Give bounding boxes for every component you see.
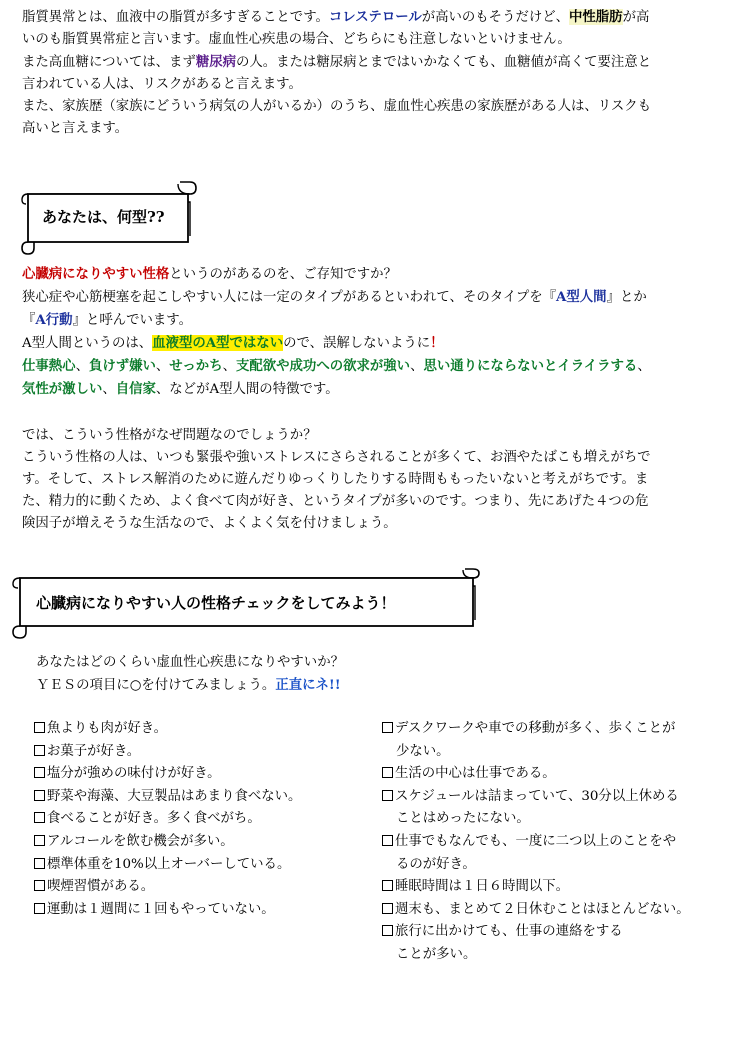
text: の人。または糖尿病とまではいかなくても、血糖値が高くて要注意と bbox=[235, 55, 652, 70]
checkbox-icon[interactable] bbox=[34, 835, 45, 846]
checklist-item[interactable] bbox=[382, 899, 690, 922]
checkbox-icon[interactable] bbox=[34, 812, 45, 823]
text: 、 bbox=[410, 359, 424, 374]
checklist-label: 旅行に出かけても、仕事の連絡をする bbox=[395, 924, 623, 940]
checkbox-icon[interactable] bbox=[34, 903, 45, 914]
problem-line: 険因子が増えそうな生活なので、よくよく気を付けましょう。 bbox=[22, 516, 397, 531]
trait: せっかち bbox=[169, 358, 223, 374]
checklist-item[interactable] bbox=[34, 786, 301, 809]
scroll-banner-check bbox=[8, 568, 483, 640]
highlight-heart-disease-personality: 心臓病になりやすい性格 bbox=[22, 266, 170, 282]
trait: 仕事熱心 bbox=[22, 358, 76, 374]
checkbox-icon[interactable] bbox=[34, 880, 45, 891]
text: ので、誤解しないように bbox=[283, 336, 431, 351]
intro-line: 高いと言えます。 bbox=[22, 121, 129, 136]
highlight-diabetes: 糖尿病 bbox=[195, 54, 236, 70]
problem-line: では、こういう性格がなぜ問題なのでしょうか？ bbox=[22, 428, 317, 443]
checklist-label: アルコールを飲む機会が多い。 bbox=[47, 833, 234, 849]
exclamation-mark: ！ bbox=[430, 335, 444, 351]
type-a-traits-line bbox=[22, 378, 730, 401]
checklist-left bbox=[34, 718, 301, 921]
checkbox-icon[interactable] bbox=[382, 880, 393, 891]
checklist-item[interactable] bbox=[34, 808, 301, 831]
text: 、 bbox=[155, 359, 170, 374]
problem-line: こういう性格の人は、いつも緊張や強いストレスにさらされることが多くて、お酒やたばこも増えがちで bbox=[22, 450, 651, 465]
checklist-label: スケジュールは詰まっていて、30分以上休める bbox=[395, 788, 679, 804]
text: 、 bbox=[75, 359, 89, 374]
checklist-item[interactable] bbox=[34, 876, 301, 899]
checkbox-icon[interactable] bbox=[34, 745, 45, 756]
text: また高血糖については、まず bbox=[22, 55, 196, 70]
banner-title: あなたは、何型?? bbox=[42, 208, 165, 226]
type-a-traits-line bbox=[22, 355, 730, 378]
trait: 気性が激しい bbox=[22, 381, 103, 397]
text: 、などがA型人間の特徴です。 bbox=[155, 382, 339, 397]
text: が高いのもそうだけど、 bbox=[421, 10, 570, 25]
checklist-item[interactable] bbox=[382, 763, 690, 786]
checklist-item[interactable] bbox=[382, 831, 690, 854]
checklist-label: 塩分が強めの味付けが好き。 bbox=[47, 766, 221, 782]
checklist-label: 睡眠時間は１日６時間以下。 bbox=[395, 879, 570, 895]
checklist-item[interactable] bbox=[34, 831, 301, 854]
checklist-label-continued: ことはめったにない。 bbox=[396, 811, 530, 827]
intro-paragraph bbox=[22, 6, 730, 140]
check-intro-line: あなたはどのくらい虚血性心疾患になりやすいか？ bbox=[36, 655, 344, 670]
text: 狭心症や心筋梗塞を起こしやすい人には一定のタイプがあるといわれて、そのタイプを『 bbox=[22, 290, 557, 305]
problem-paragraph bbox=[22, 425, 730, 535]
scroll-banner-blood-type bbox=[18, 178, 198, 258]
checklist-item[interactable] bbox=[34, 763, 301, 786]
checklist-right bbox=[382, 718, 690, 967]
trait: 支配欲や成功への欲求が強い bbox=[235, 358, 411, 374]
checklist-label-continued: るのが好き。 bbox=[396, 856, 476, 872]
checklist-item[interactable] bbox=[34, 899, 301, 922]
checkbox-icon[interactable] bbox=[34, 767, 45, 778]
checklist-label: 魚よりも肉が好き。 bbox=[47, 721, 167, 736]
checkbox-icon[interactable] bbox=[382, 835, 393, 846]
checkbox-icon[interactable] bbox=[34, 722, 45, 733]
type-a-line bbox=[22, 263, 730, 286]
checkbox-icon[interactable] bbox=[34, 858, 45, 869]
text: 『 bbox=[22, 313, 36, 328]
problem-line: す。そして、ストレス解消のために遊んだりゆっくりしたりする時間ももったいないと考えがちです。ま bbox=[22, 472, 649, 487]
text: が高 bbox=[622, 10, 650, 25]
type-a-paragraph bbox=[22, 263, 730, 401]
checkbox-icon[interactable] bbox=[382, 722, 393, 733]
checkbox-icon[interactable] bbox=[34, 790, 45, 801]
checklist-label: デスクワークや車での移動が多く、歩くことが bbox=[395, 721, 676, 736]
checkbox-icon[interactable] bbox=[382, 767, 393, 778]
trait: 自信家 bbox=[115, 381, 156, 397]
highlight-type-a-person: A型人間 bbox=[556, 289, 607, 305]
text: 、 bbox=[222, 359, 236, 374]
text: 』と呼んでいます。 bbox=[72, 313, 193, 328]
banner-title: 心臓病になりやすい人の性格チェックをしてみよう！ bbox=[36, 594, 396, 612]
checklist-item[interactable] bbox=[382, 876, 690, 899]
checklist-item[interactable] bbox=[382, 921, 690, 944]
problem-line: た、精力的に動くため、よく食べて肉が好き、というタイプが多いのです。つまり、先にあげた４つの危 bbox=[22, 494, 649, 509]
highlight-type-a-behavior: A行動 bbox=[35, 312, 73, 328]
text: ＹＥＳの項目に○を付けてみましょう。 bbox=[36, 678, 276, 693]
highlight-honestly: 正直にネ!! bbox=[275, 677, 341, 693]
checklist-label-continued: 少ない。 bbox=[396, 743, 450, 759]
trait: 思い通りにならないとイライラする bbox=[423, 358, 638, 374]
type-a-line bbox=[22, 286, 730, 309]
type-a-line bbox=[22, 309, 730, 332]
checklist-label: 喫煙習慣がある。 bbox=[47, 879, 155, 895]
checkbox-icon[interactable] bbox=[382, 790, 393, 801]
checklist-label: 生活の中心は仕事である。 bbox=[395, 766, 556, 782]
checklist-label: 週末も、まとめて２日休むことはほとんどない。 bbox=[395, 901, 690, 917]
intro-line bbox=[22, 6, 730, 29]
checkbox-icon[interactable] bbox=[382, 925, 393, 936]
checklist-label: 運動は１週間に１回もやっていない。 bbox=[47, 901, 275, 917]
highlight-triglyceride: 中性脂肪 bbox=[569, 9, 623, 25]
checklist-item[interactable] bbox=[382, 786, 690, 809]
text: 、 bbox=[102, 382, 116, 397]
checklist-item[interactable] bbox=[34, 854, 301, 877]
checklist-label: 仕事でもなんでも、一度に二つ以上のことをや bbox=[395, 833, 677, 849]
text: A型人間というのは、 bbox=[22, 336, 153, 351]
checklist-label: 標準体重を10%以上オーバーしている。 bbox=[47, 856, 291, 872]
highlight-not-blood-type: 血液型のA型ではない bbox=[152, 335, 284, 351]
text: 』とか bbox=[606, 290, 647, 305]
checklist-item[interactable] bbox=[34, 718, 301, 741]
checklist-label-continued: ことが多い。 bbox=[396, 946, 477, 962]
highlight-cholesterol: コレステロール bbox=[328, 9, 422, 25]
checklist-label: 野菜や海藻、大豆製品はあまり食べない。 bbox=[47, 788, 302, 804]
checklist-label: お菓子が好き。 bbox=[47, 743, 141, 759]
trait: 負けず嫌い bbox=[88, 358, 156, 374]
checkbox-icon[interactable] bbox=[382, 903, 393, 914]
text: というのがあるのを、ご存知ですか？ bbox=[169, 267, 397, 282]
text: 脂質異常とは、血液中の脂質が多すぎることです。 bbox=[22, 10, 329, 25]
check-intro-line bbox=[36, 674, 636, 697]
checklist-item[interactable] bbox=[34, 741, 301, 764]
type-a-line bbox=[22, 332, 730, 355]
check-intro bbox=[36, 652, 636, 697]
text: 、 bbox=[637, 359, 651, 374]
checklist-item[interactable] bbox=[382, 718, 690, 741]
intro-line: いのも脂質異常症と言います。虚血性心疾患の場合、どちらにも注意しないといけません。 bbox=[22, 32, 571, 47]
intro-line bbox=[22, 51, 730, 74]
checklist-label: 食べることが好き。多く食べがち。 bbox=[47, 811, 261, 827]
intro-line: 言われている人は、リスクがあると言えます。 bbox=[22, 77, 302, 92]
intro-line: また、家族歴（家族にどういう病気の人がいるか）のうち、虚血性心疾患の家族歴がある人は、リスクも bbox=[22, 99, 652, 114]
